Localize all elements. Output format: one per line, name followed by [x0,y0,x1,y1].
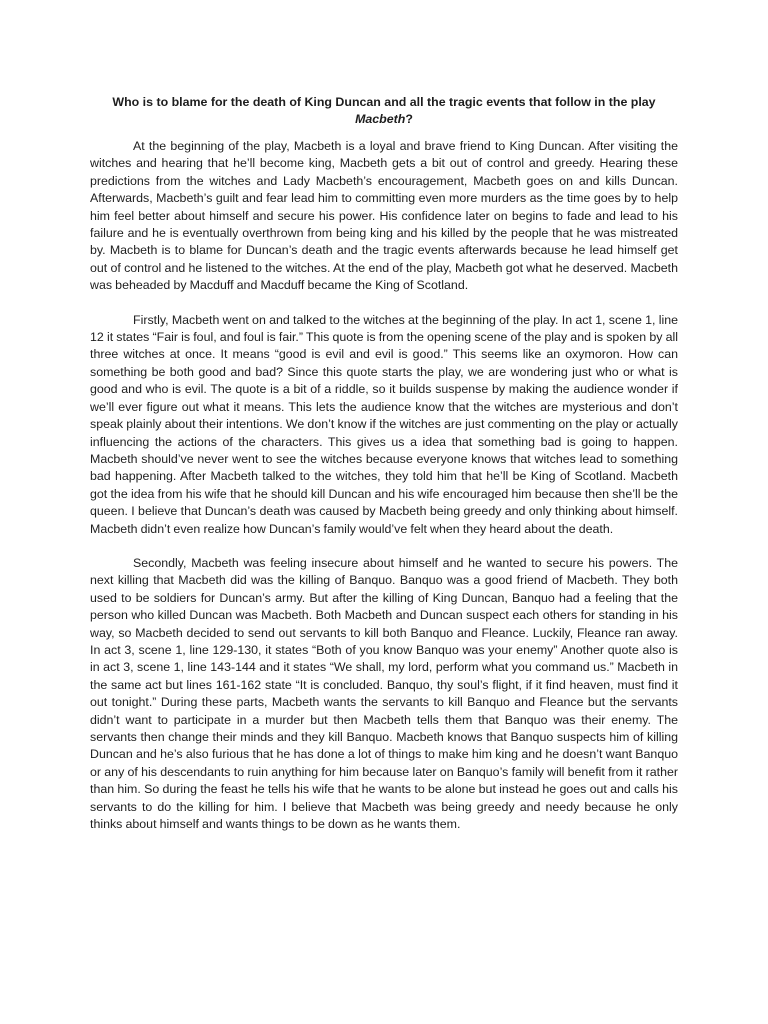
paragraph-introduction: At the beginning of the play, Macbeth is a loyal and brave friend to King Duncan. After visiting the witches and hearing that he’ll become king, Macbeth gets a bit out of control and greedy. Hearing these predictions from the witches and Lady Macbeth’s encouragement, Macbeth goes on and kills Duncan. Afterwards, Macbeth’s guilt and fear lead him to committing even more murders as the time goes by to help him feel better about himself and secure his power. His confidence later on begins to fade and lead to his failure and he is eventually overthrown from being king and his killed by the people that he was mistreated by. Macbeth is to blame for Duncan’s death and the tragic events afterwards because he lead himself get out of control and he listened to the witches. At the end of the play, Macbeth got what he deserved. Macbeth was beheaded by Macduff and Macduff became the King of Scotland. [90,139,678,293]
title-question-mark: ? [405,112,413,126]
document-body [90,94,678,850]
title-line-1: Who is to blame for the death of King Duncan and all the tragic events that follow in the play [112,95,656,109]
document-title [90,94,678,128]
title-play-name: Macbeth [355,112,406,126]
paragraph-firstly: Firstly, Macbeth went on and talked to the witches at the beginning of the play. In act 1, scene 1, line 12 it states “Fair is foul, and foul is fair.” This quote is from the opening scene of the play and is spoken by all three witches at once. It means “good is evil and evil is good.” This seems like an oxymoron. How can something be both good and bad? Since this quote starts the play, we are wondering just who or what is good and who is evil. The quote is a bit of a riddle, so it builds suspense by making the audience wonder if we’ll ever figure out what it means. This lets the audience know that the witches are mysterious and don’t speak plainly about their intentions. We don’t know if the witches are just commenting on the play or actually influencing the actions of the characters. This gives us a idea that something bad is going to happen. Macbeth should’ve never went to see the witches because everyone knows that witches lead to something bad happening. After Macbeth talked to the witches, they told him that he’ll be King of Scotland. Macbeth got the idea from his wife that he should kill Duncan and his wife encouraged him because then she’ll be the queen. I believe that Duncan’s death was caused by Macbeth being greedy and only thinking about himself. Macbeth didn’t even realize how Duncan’s family would’ve felt when they heard about the death. [90,312,678,536]
paragraph-secondly: Secondly, Macbeth was feeling insecure about himself and he wanted to secure his powers. The next killing that Macbeth did was the killing of Banquo. Banquo was a good friend of Macbeth. They both used to be soldiers for Duncan’s army. But after the killing of King Duncan, Banquo had a feeling that the person who killed Duncan was Macbeth. Both Macbeth and Duncan suspect each others for standing in his way, so Macbeth decided to send out servants to kill both Banquo and Fleance. Luckily, Fleance ran away. In act 3, scene 1, line 129-130, it states “Both of you know Banquo was your enemy” Another quote also is in act 3, scene 1, line 143-144 and it states “We shall, my lord, perform what you command us.” Macbeth in the same act but lines 161-162 state “It is concluded. Banquo, thy soul’s flight, if it find heaven, must find it out tonight.” During these parts, Macbeth wants the servants to kill Banquo and Fleance but the servants didn’t want to participate in a murder but then Macbeth tells them that Banquo was their enemy. The servants then change their minds and they kill Banquo. Macbeth knows that Banquo suspects him of killing Duncan and he’s also furious that he has done a lot of things to make him king and he doesn’t want Banquo or any of his descendants to ruin anything for him because later on Banquo’s family will benefit from it rather than him. So during the feast he tells his wife that he wants to be alone but instead he goes out and calls his servants to do the killing for him. I believe that Macbeth was being greedy and needy because he only thinks about himself and wants things to be down as he wants them. [90,555,678,832]
title-line-2 [90,111,678,128]
